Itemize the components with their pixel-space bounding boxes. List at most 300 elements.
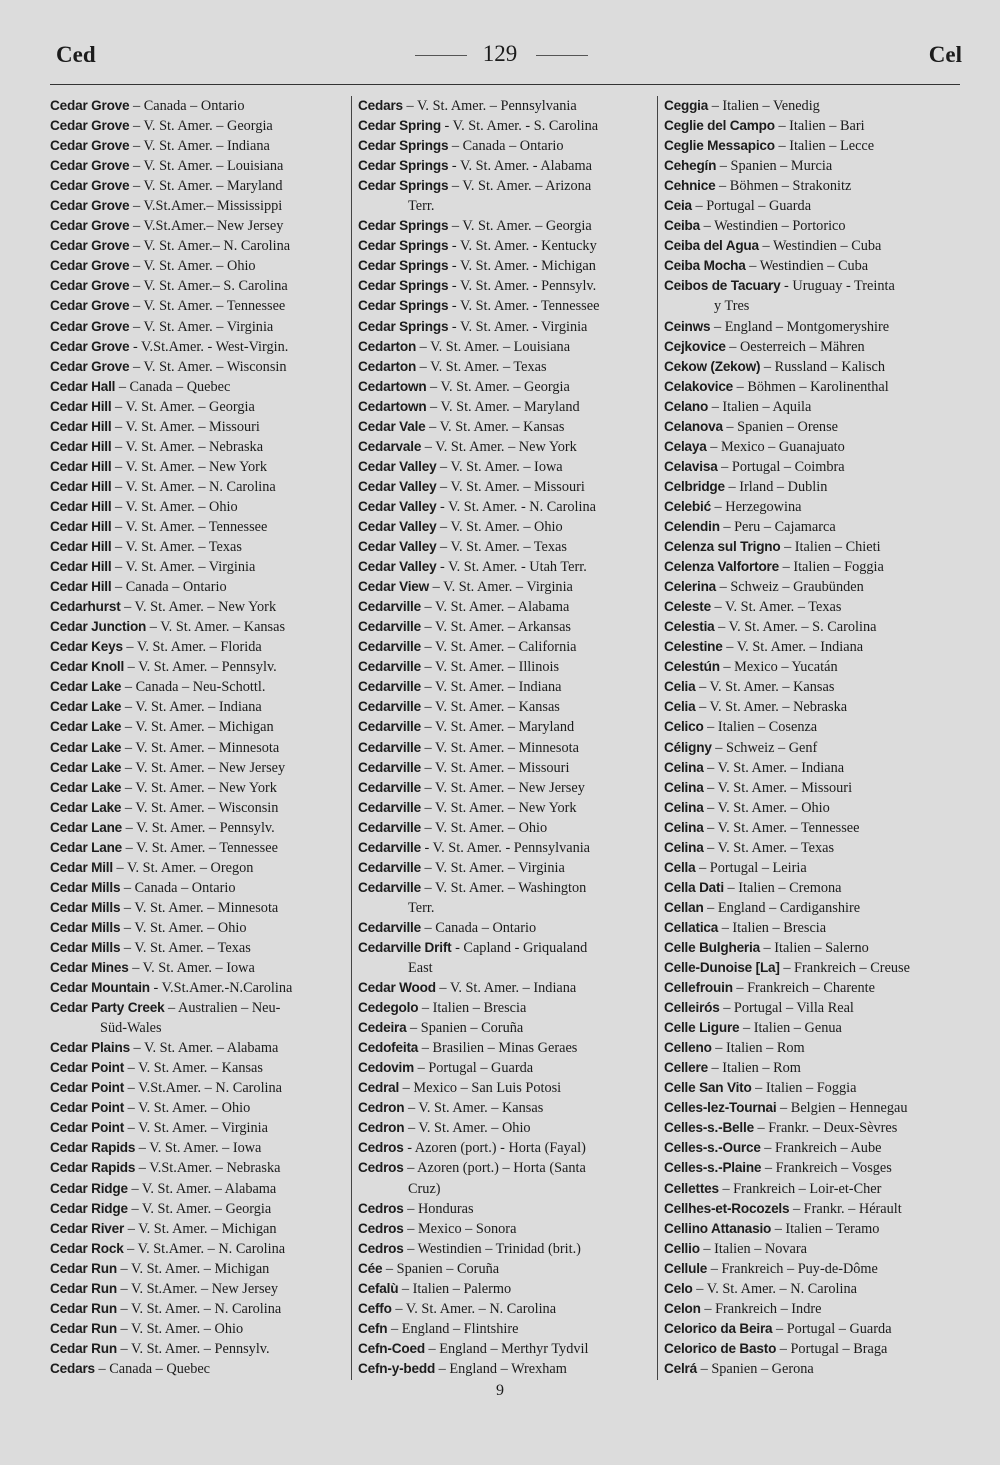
entry-headword: Celle Bulgheria xyxy=(664,939,760,955)
entry-headword: Cedarhurst xyxy=(50,599,121,615)
column-1 xyxy=(50,96,352,1379)
page-number: 129 xyxy=(482,41,518,66)
gazetteer-entry xyxy=(358,256,660,276)
gazetteer-entry xyxy=(664,236,966,256)
entry-location: – Brasilien – Minas Geraes xyxy=(418,1040,578,1057)
entry-headword: Celavisa xyxy=(664,458,718,474)
gazetteer-entry xyxy=(50,156,352,176)
entry-location: – Frankreich – Aube xyxy=(760,1140,882,1157)
entry-headword: Cedar Party Creek xyxy=(50,1000,165,1016)
gazetteer-entry xyxy=(50,978,352,998)
entry-location: - Uruguay - Treinta xyxy=(780,278,895,295)
entry-continuation: Terr. xyxy=(408,198,435,215)
entry-location: – V. St. Amer. – Wisconsin xyxy=(121,799,279,816)
gazetteer-entry xyxy=(664,296,966,316)
gazetteer-entry xyxy=(664,1339,966,1359)
entry-location: – Italien – Rom xyxy=(707,1060,801,1077)
left-running-head: Ced xyxy=(56,42,96,67)
gazetteer-entry xyxy=(664,738,966,758)
gazetteer-entry xyxy=(50,898,352,918)
gazetteer-entry xyxy=(50,216,352,236)
entry-headword: Celles-s.-Plaine xyxy=(664,1160,762,1176)
entry-location: – V. St. Amer. – Georgia xyxy=(111,398,255,415)
entry-headword: Cedar River xyxy=(50,1220,125,1236)
gazetteer-entry xyxy=(664,337,966,357)
entry-headword: Cefn-Coed xyxy=(358,1340,425,1356)
entry-location: – V. St. Amer. – Ohio xyxy=(116,1320,244,1337)
entry-headword: Cedar Run xyxy=(50,1280,117,1296)
entry-headword: Celendin xyxy=(664,518,720,534)
gazetteer-entry xyxy=(358,978,660,998)
entry-location: – V. St. Amer. – Alabama xyxy=(420,599,570,616)
gazetteer-entry xyxy=(664,1319,966,1339)
entry-location: – V. St. Amer. – Tennessee xyxy=(703,819,860,836)
entry-headword: Cedar Knoll xyxy=(50,659,125,675)
entry-location: – Canada – Quebec xyxy=(115,378,231,395)
entry-continuation: y Tres xyxy=(714,298,750,315)
entry-location: – V. St. Amer. – New York xyxy=(421,438,577,455)
entry-headword: Cedars xyxy=(50,1360,95,1376)
entry-headword: Cedar Point xyxy=(50,1080,125,1096)
entry-location: – Frankr. – Deux-Sèvres xyxy=(753,1120,898,1137)
gazetteer-entry xyxy=(50,738,352,758)
gazetteer-entry xyxy=(664,1279,966,1299)
gazetteer-entry xyxy=(358,657,660,677)
entry-location: – V. St. Amer. – Minnesota xyxy=(120,899,279,916)
entry-location: – V. St. Amer. – Tennessee xyxy=(111,518,268,535)
entry-headword: Céligny xyxy=(664,739,712,755)
entry-headword: Cedarville xyxy=(358,839,421,855)
entry-headword: Cedar Hill xyxy=(50,559,112,575)
entry-headword: Cedros xyxy=(358,1140,404,1156)
entry-headword: Cellhes-et-Rocozels xyxy=(664,1200,790,1216)
gazetteer-entry xyxy=(50,557,352,577)
entry-location: – Schweiz – Graubünden xyxy=(716,579,864,596)
entry-location: – Mexico – Guanajuato xyxy=(706,438,845,455)
entry-location: – V. St. Amer.– S. Carolina xyxy=(129,278,288,295)
gazetteer-entry xyxy=(50,236,352,256)
entry-location: – V. St. Amer. – Ohio xyxy=(124,1100,251,1117)
entry-headword: Cedarville xyxy=(358,659,421,675)
entry-location: – V. St. Amer. – Texas xyxy=(111,539,242,556)
entry-location: - Azoren (port.) - Horta (Fayal) xyxy=(403,1140,586,1157)
gazetteer-entry xyxy=(664,878,966,898)
entry-location: – Westindien – Trinidad (brit.) xyxy=(403,1240,581,1257)
gazetteer-entry xyxy=(358,1339,660,1359)
entry-location: - V. St. Amer. - N. Carolina xyxy=(436,498,596,515)
entry-location: – V. St. Amer. – New York xyxy=(120,599,277,616)
gazetteer-entry xyxy=(50,818,352,838)
entry-location: – Frankreich – Charente xyxy=(732,980,875,997)
entry-location: – V. St. Amer. – Iowa xyxy=(135,1140,262,1157)
entry-headword: Cedar Grove xyxy=(50,338,130,354)
entry-headword: Celebić xyxy=(664,498,711,514)
entry-location: – Italien – Foggia xyxy=(751,1080,857,1097)
entry-headword: Celon xyxy=(664,1300,701,1316)
entry-headword: Cedartown xyxy=(358,378,427,394)
gazetteer-entry xyxy=(664,657,966,677)
gazetteer-entry xyxy=(50,958,352,978)
entry-location: – V. St. Amer. – Louisiana xyxy=(129,158,284,175)
entry-headword: Cedar Point xyxy=(50,1060,125,1076)
entry-location: – V. St. Amer. – N. Carolina xyxy=(116,1300,282,1317)
entry-headword: Cellefrouin xyxy=(664,980,733,996)
entry-headword: Cedar Grove xyxy=(50,278,130,294)
gazetteer-entry xyxy=(358,758,660,778)
entry-location: – Honduras xyxy=(403,1200,474,1217)
entry-location: – Italien – Rom xyxy=(711,1040,805,1057)
entry-headword: Cedar Mills xyxy=(50,899,121,915)
gazetteer-entry xyxy=(50,1239,352,1259)
gazetteer-entry xyxy=(50,337,352,357)
gazetteer-entry xyxy=(358,597,660,617)
entry-headword: Cedar Run xyxy=(50,1260,117,1276)
gazetteer-entry xyxy=(358,1078,660,1098)
entry-location: – Westindien – Cuba xyxy=(745,258,869,275)
column-divider-2 xyxy=(657,96,658,1380)
gazetteer-entry xyxy=(358,1359,660,1379)
entry-location: – V. St. Amer. – Minnesota xyxy=(420,739,579,756)
gazetteer-entry xyxy=(664,898,966,918)
gazetteer-entry xyxy=(664,818,966,838)
entry-headword: Cedar Spring xyxy=(358,118,441,134)
entry-headword: Celles-s.-Belle xyxy=(664,1120,754,1136)
entry-location: – Frankreich – Vosges xyxy=(761,1160,892,1177)
gazetteer-entry xyxy=(358,878,660,898)
entry-headword: Cedar Rapids xyxy=(50,1140,136,1156)
gazetteer-entry xyxy=(664,517,966,537)
entry-headword: Ceffo xyxy=(358,1300,392,1316)
gazetteer-entry xyxy=(358,818,660,838)
entry-headword: Cée xyxy=(358,1260,383,1276)
gazetteer-entry xyxy=(358,938,660,958)
gazetteer-entry xyxy=(50,918,352,938)
entry-location: – V. St. Amer. – Iowa xyxy=(128,960,255,977)
gazetteer-entry xyxy=(50,858,352,878)
gazetteer-entry xyxy=(358,377,660,397)
entry-headword: Celina xyxy=(664,819,704,835)
entry-headword: Celo xyxy=(664,1280,693,1296)
entry-headword: Ceia xyxy=(664,198,692,214)
gazetteer-entry xyxy=(50,397,352,417)
entry-headword: Cellatica xyxy=(664,919,719,935)
entry-location: – Spanien – Murcia xyxy=(716,158,833,175)
entry-continuation: Cruz) xyxy=(408,1180,441,1197)
entry-location: - V. St. Amer. - Pennsylv. xyxy=(448,278,597,295)
gazetteer-entry xyxy=(664,778,966,798)
entry-headword: Cellettes xyxy=(664,1180,719,1196)
entry-headword: Cekow (Zekow) xyxy=(664,358,761,374)
entry-headword: Cedar Lake xyxy=(50,759,122,775)
gazetteer-entry xyxy=(358,1138,660,1158)
entry-location: - V. St. Amer. - Kentucky xyxy=(448,238,597,255)
entry-location: – V. St.Amer. – N. Carolina xyxy=(123,1240,286,1257)
entry-headword: Cedar View xyxy=(358,579,430,595)
entry-location: – V. St. Amer. – New Jersey xyxy=(420,779,585,796)
gazetteer-entry xyxy=(50,457,352,477)
gazetteer-entry xyxy=(358,417,660,437)
entry-location: - V. St. Amer. - Michigan xyxy=(448,258,596,275)
entry-location: – Irland – Dublin xyxy=(724,478,828,495)
entry-location: – V. St. Amer. – Texas xyxy=(436,539,567,556)
entry-location: – V. St. Amer. – Pennsylv. xyxy=(122,819,275,836)
entry-headword: Cedar Rapids xyxy=(50,1160,136,1176)
entry-headword: Cedarville xyxy=(358,699,421,715)
entry-headword: Cedar Valley xyxy=(358,478,437,494)
entry-location: – V. St. Amer. – Tennessee xyxy=(122,839,278,856)
entry-location: – Portugal – Leiria xyxy=(695,859,807,876)
entry-location: – V. St. Amer. – Indiana xyxy=(435,980,577,997)
entry-location: – V. St. Amer. – Georgia xyxy=(129,118,273,135)
entry-location: – V. St. Amer. – Nebraska xyxy=(111,438,264,455)
entry-headword: Celeste xyxy=(664,599,711,615)
entry-location: – V. St. Amer. – Kansas xyxy=(425,418,565,435)
gazetteer-entry xyxy=(358,738,660,758)
entry-location: – Portugal – Guarda xyxy=(414,1060,534,1077)
entry-location: – V. St. Amer. – Virginia xyxy=(124,1120,268,1137)
entry-location: – V. St. Amer. – Arizona xyxy=(448,178,592,195)
entry-headword: Celina xyxy=(664,759,704,775)
gazetteer-entry xyxy=(664,317,966,337)
entry-headword: Cefn xyxy=(358,1320,388,1336)
entry-location: – Canada – Ontario xyxy=(120,879,236,896)
entry-headword: Cedar Grove xyxy=(50,358,130,374)
entry-headword: Celico xyxy=(664,719,704,735)
gazetteer-entry xyxy=(358,156,660,176)
entry-headword: Cedar Grove xyxy=(50,198,130,214)
column-2 xyxy=(358,96,660,1379)
entry-headword: Cedar Hill xyxy=(50,418,112,434)
entry-headword: Cedar Springs xyxy=(358,298,449,314)
entry-location: – Italien – Foggia xyxy=(779,559,884,576)
entry-headword: Ceggia xyxy=(664,98,709,113)
entry-location: – Italien – Chieti xyxy=(780,539,881,556)
gazetteer-entry xyxy=(50,437,352,457)
entry-location: – Spanien – Coruña xyxy=(382,1260,500,1277)
entry-headword: Cedar Lake xyxy=(50,739,122,755)
gazetteer-entry xyxy=(664,1239,966,1259)
gazetteer-entry xyxy=(664,637,966,657)
entry-headword: Cedarville xyxy=(358,759,421,775)
entry-location: – V. St. Amer. – Ohio xyxy=(436,518,563,535)
gazetteer-entry xyxy=(664,717,966,737)
entry-headword: Cedar Mountain xyxy=(50,980,150,996)
entry-location: – Mexico – Yucatán xyxy=(719,659,838,676)
entry-location: – Mexico – San Luis Potosi xyxy=(399,1080,562,1097)
entry-headword: Celle San Vito xyxy=(664,1080,752,1096)
entry-headword: Cedar Vale xyxy=(358,418,426,434)
entry-location: – Canada – Ontario xyxy=(420,919,537,936)
gazetteer-entry xyxy=(358,1199,660,1219)
entry-headword: Cedar Rock xyxy=(50,1240,124,1256)
gazetteer-entry xyxy=(358,1018,660,1038)
entry-headword: Cedarville xyxy=(358,799,421,815)
entry-location: – Oesterreich – Mähren xyxy=(725,338,865,355)
entry-headword: Cehnice xyxy=(664,178,716,194)
gazetteer-entry xyxy=(50,717,352,737)
entry-headword: Cedar Keys xyxy=(50,639,123,655)
entry-location: – Mexico – Sonora xyxy=(403,1220,517,1237)
entry-headword: Cedar Grove xyxy=(50,258,130,274)
entry-location: – Azoren (port.) – Horta (Santa xyxy=(403,1160,586,1177)
entry-location: – V. St. Amer. – Florida xyxy=(122,639,262,656)
gazetteer-entry xyxy=(664,998,966,1018)
entry-location: - V. St. Amer. - S. Carolina xyxy=(440,118,599,135)
gazetteer-entry xyxy=(358,717,660,737)
gazetteer-entry xyxy=(664,176,966,196)
entry-headword: Cedar Grove xyxy=(50,138,130,154)
gazetteer-entry xyxy=(358,196,660,216)
gazetteer-entry xyxy=(664,1118,966,1138)
entry-headword: Celleno xyxy=(664,1040,712,1056)
entry-location: – Portugal – Villa Real xyxy=(719,1000,854,1017)
gazetteer-entry xyxy=(50,1138,352,1158)
entry-headword: Cellino Attanasio xyxy=(664,1220,772,1236)
entry-headword: Cedar Grove xyxy=(50,318,130,334)
gazetteer-entry xyxy=(664,1098,966,1118)
gazetteer-entry xyxy=(50,637,352,657)
gazetteer-entry xyxy=(50,1199,352,1219)
entry-headword: Cedar Run xyxy=(50,1320,117,1336)
entry-headword: Cedar Grove xyxy=(50,178,130,194)
entry-headword: Cedar Valley xyxy=(358,498,437,514)
entry-headword: Cedarville Drift xyxy=(358,939,452,955)
entry-headword: Cedar Valley xyxy=(358,539,437,555)
gazetteer-entry xyxy=(50,677,352,697)
gazetteer-entry xyxy=(358,898,660,918)
gazetteer-entry xyxy=(358,296,660,316)
gazetteer-entry xyxy=(358,1219,660,1239)
gazetteer-entry xyxy=(358,136,660,156)
gazetteer-entry xyxy=(358,176,660,196)
gazetteer-entry xyxy=(358,437,660,457)
entry-headword: Celleirós xyxy=(664,1000,720,1016)
gazetteer-entry xyxy=(664,497,966,517)
entry-location: – V. St. Amer. – N. Carolina xyxy=(391,1300,557,1317)
entry-location: – V. St. Amer. – Virginia xyxy=(420,859,565,876)
column-divider-1 xyxy=(351,96,352,1380)
entry-location: – V. St. Amer. – Pennsylvania xyxy=(402,98,577,114)
gazetteer-entry xyxy=(358,1299,660,1319)
entry-headword: Cedar Springs xyxy=(358,218,449,234)
entry-headword: Celenza Valfortore xyxy=(664,559,780,575)
entry-headword: Cedar Lake xyxy=(50,679,122,695)
entry-location: – Italien – Palermo xyxy=(398,1280,512,1297)
entry-location: – V. St. Amer.– N. Carolina xyxy=(129,238,291,255)
entry-location: – V. St. Amer. – Missouri xyxy=(111,418,260,435)
entry-headword: Celina xyxy=(664,839,704,855)
gazetteer-entry xyxy=(358,1239,660,1259)
gazetteer-entry xyxy=(50,196,352,216)
gazetteer-entry xyxy=(50,1118,352,1138)
entry-location: – V. St. Amer. – Minnesota xyxy=(121,739,280,756)
gazetteer-entry xyxy=(664,1138,966,1158)
entry-headword: Cellule xyxy=(664,1260,708,1276)
gazetteer-entry xyxy=(358,577,660,597)
entry-location: – V. St. Amer. – Ohio xyxy=(420,819,548,836)
gazetteer-entry xyxy=(664,276,966,296)
entry-headword: Ceibos de Tacuary xyxy=(664,278,781,294)
entry-headword: Cedarville xyxy=(358,779,421,795)
gazetteer-entry xyxy=(358,1279,660,1299)
signature-mark: 9 xyxy=(496,1382,504,1399)
entry-location: – V. St. Amer. – Missouri xyxy=(420,759,570,776)
entry-location: – V. St. Amer. – Texas xyxy=(703,839,835,856)
entry-headword: Cedarville xyxy=(358,619,421,635)
entry-headword: Cedar Grove xyxy=(50,98,130,113)
entry-headword: Celles-s.-Ource xyxy=(664,1140,761,1156)
entry-headword: Cedar Lake xyxy=(50,719,122,735)
page-header xyxy=(0,0,1000,90)
entry-location: – V.St.Amer. – Nebraska xyxy=(135,1160,281,1177)
gazetteer-entry xyxy=(358,357,660,377)
gazetteer-entry xyxy=(664,677,966,697)
entry-location: – V. St.Amer. – New Jersey xyxy=(116,1280,279,1297)
entry-location: – Italien – Brescia xyxy=(418,1000,527,1017)
entry-headword: Celia xyxy=(664,699,696,715)
gazetteer-entry xyxy=(664,357,966,377)
gazetteer-entry xyxy=(358,477,660,497)
entry-headword: Cedarton xyxy=(358,358,417,374)
entry-headword: Cedarville xyxy=(358,919,421,935)
entry-location: – V.St.Amer. – N. Carolina xyxy=(124,1080,283,1097)
entry-headword: Cedofeita xyxy=(358,1040,419,1056)
gazetteer-entry xyxy=(358,116,660,136)
gazetteer-entry xyxy=(358,998,660,1018)
entry-headword: Cedar Springs xyxy=(358,158,449,174)
gazetteer-entry xyxy=(50,1219,352,1239)
gazetteer-entry xyxy=(358,276,660,296)
gazetteer-entry xyxy=(50,878,352,898)
entry-location: – V. St. Amer. – Washington xyxy=(420,879,587,896)
entry-location: – V. St. Amer. – Maryland xyxy=(420,719,575,736)
entry-location: – V. St. Amer. – Oregon xyxy=(112,859,254,876)
entry-headword: Cedar Hill xyxy=(50,478,112,494)
entry-location: – Canada – Ontario xyxy=(129,98,245,114)
gazetteer-entry xyxy=(358,798,660,818)
gazetteer-entry xyxy=(664,216,966,236)
gazetteer-entry xyxy=(664,256,966,276)
gazetteer-entry xyxy=(664,1038,966,1058)
entry-location: – V. St. Amer. – Ohio xyxy=(404,1120,531,1137)
entry-headword: Cehegín xyxy=(664,158,717,174)
entry-location: – V. St. Amer. – Kansas xyxy=(124,1060,263,1077)
gazetteer-entry xyxy=(358,1038,660,1058)
entry-location: – Italien – Venedig xyxy=(708,98,820,114)
entry-headword: Cedars xyxy=(358,98,403,113)
entry-location: – V. St. Amer. – Indiana xyxy=(722,639,864,656)
entry-location: - V. St. Amer. - Alabama xyxy=(448,158,592,175)
entry-location: – V.St.Amer.– New Jersey xyxy=(129,218,284,235)
entry-headword: Cedar Valley xyxy=(358,518,437,534)
gazetteer-entry xyxy=(358,838,660,858)
gazetteer-entry xyxy=(358,517,660,537)
entry-headword: Celanova xyxy=(664,418,723,434)
right-running-head: Cel xyxy=(928,42,962,67)
entry-headword: Cedar Wood xyxy=(358,980,436,996)
gazetteer-entry xyxy=(664,457,966,477)
entry-location: – Portugal – Guarda xyxy=(772,1320,892,1337)
gazetteer-entry xyxy=(50,517,352,537)
gazetteer-entry xyxy=(664,557,966,577)
entry-headword: Cedarville xyxy=(358,719,421,735)
entry-headword: Ceiba del Agua xyxy=(664,238,759,254)
entry-headword: Ceglie del Campo xyxy=(664,118,775,134)
entry-headword: Celle Ligure xyxy=(664,1020,740,1036)
entry-location: – Australien – Neu- xyxy=(164,1000,281,1017)
entry-headword: Cedartown xyxy=(358,398,427,414)
gazetteer-entry xyxy=(664,477,966,497)
